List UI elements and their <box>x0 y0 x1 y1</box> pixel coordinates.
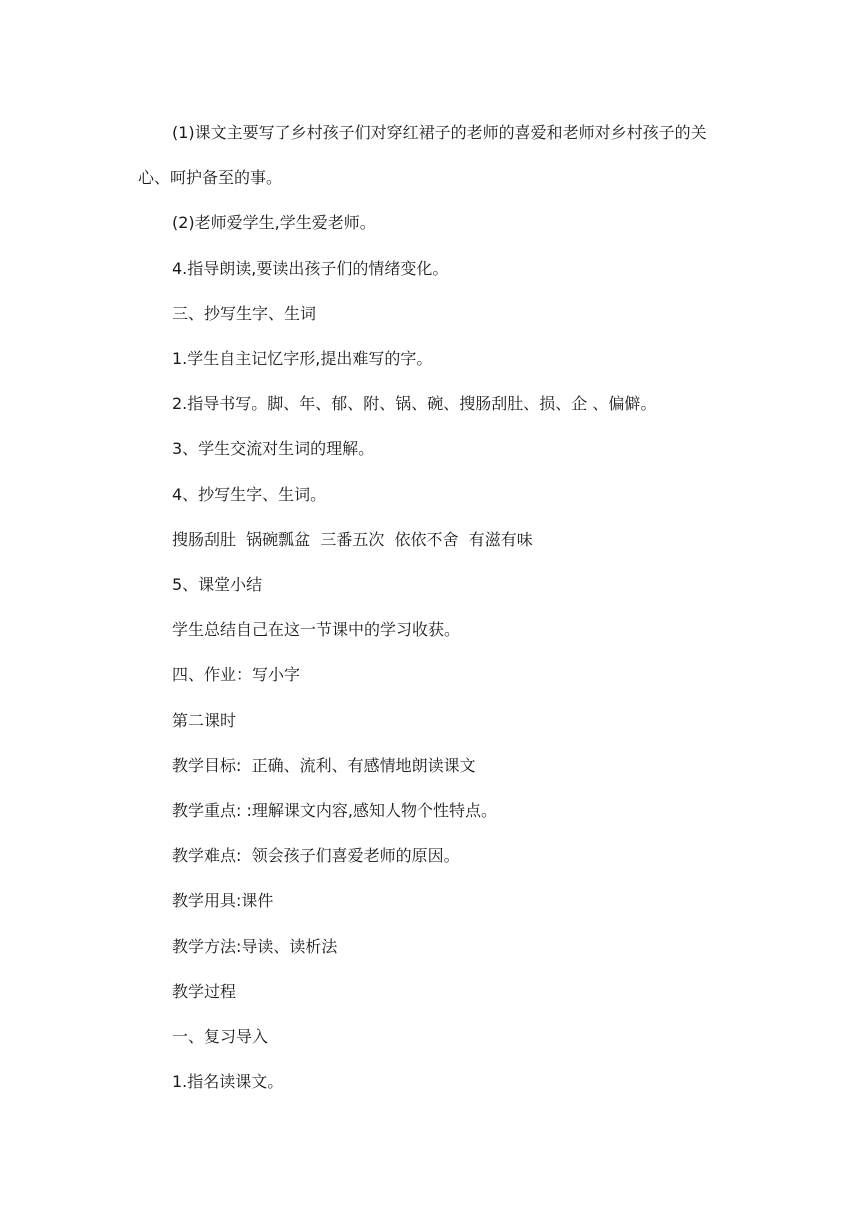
paragraph: 5、课堂小结 <box>172 575 263 595</box>
paragraph: 教学难点: 领会孩子们喜爱老师的原因。 <box>172 846 460 866</box>
paragraph: 教学方法:导读、读析法 <box>172 936 338 956</box>
paragraph: 教学过程 <box>172 981 237 1001</box>
paragraph: 教学用具:课件 <box>172 891 274 911</box>
section-heading: 一、复习导入 <box>172 1027 269 1047</box>
paragraph: (1)课文主要写了乡村孩子们对穿红裙子的老师的喜爱和老师对乡村孩子的关心、呵护备至的事。 <box>138 123 707 188</box>
paragraph: 3、学生交流对生词的理解。 <box>172 439 375 459</box>
paragraph: 4.指导朗读,要读出孩子们的情绪变化。 <box>172 258 449 278</box>
paragraph: 学生总结自己在这一节课中的学习收获。 <box>172 620 461 640</box>
vocabulary-list: 搜肠刮肚 锅碗瓢盆 三番五次 依依不舍 有滋有味 <box>172 529 533 549</box>
paragraph: 教学重点: :理解课文内容,感知人物个性特点。 <box>172 801 497 821</box>
section-heading: 四、作业：写小字 <box>172 665 301 685</box>
paragraph: 教学目标: 正确、流利、有感情地朗读课文 <box>172 755 476 775</box>
section-heading: 三、抄写生字、生词 <box>172 303 317 323</box>
paragraph: 2.指导书写。脚、年、郁、附、锅、碗、搜肠刮肚、损、企 、偏僻。 <box>172 394 657 414</box>
paragraph: 1.指名读课文。 <box>172 1072 284 1092</box>
paragraph: 1.学生自主记忆字形,提出难写的字。 <box>172 349 433 369</box>
lesson-heading: 第二课时 <box>172 710 237 730</box>
paragraph: 4、抄写生字、生词。 <box>172 484 327 504</box>
paragraph: (2)老师爱学生,学生爱老师。 <box>172 213 376 233</box>
document-body <box>138 110 723 1104</box>
